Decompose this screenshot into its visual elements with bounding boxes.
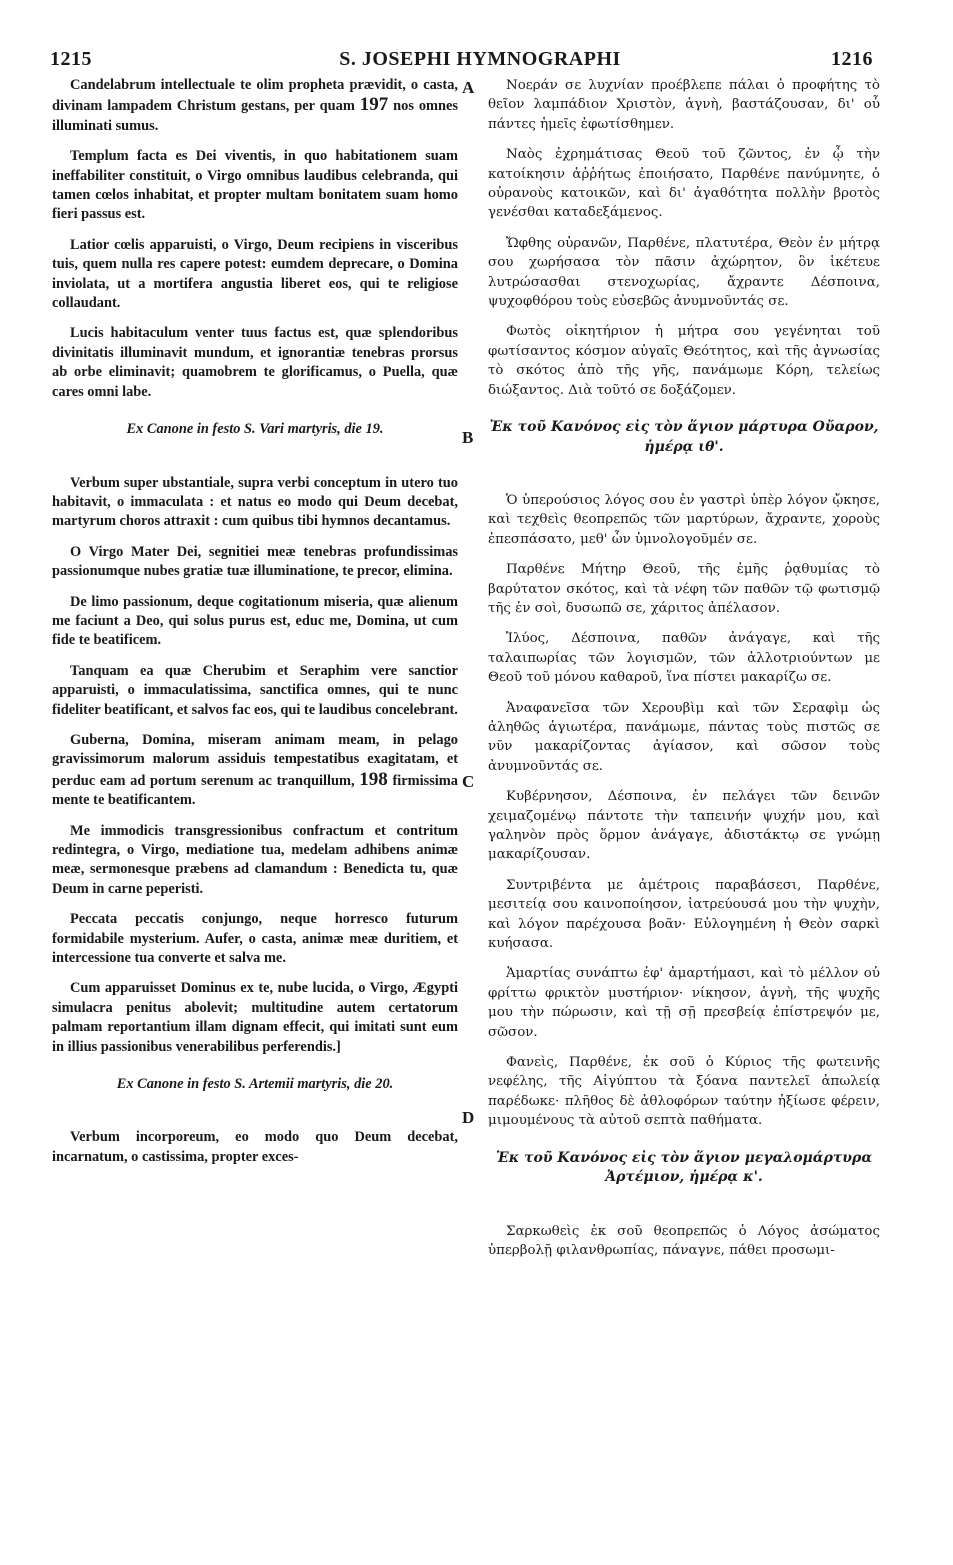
left-page-number: 1215 [50,48,92,70]
margin-marker-d: D [462,1108,475,1127]
latin-paragraph: De limo passionum, deque cogitationum miseria, quæ alienum me faciunt a Deo, qui solus purus est, educ me, Domina, ut cum fide te beatificem. [52,593,458,649]
latin-text: firmissima mente te beatificantem. [52,772,458,809]
margin-marker-b: B [462,428,474,447]
greek-paragraph: Συντριβέντα με ἀμέτροις παραβάσεσι, Παρθένε, μεσιτείᾳ σου καινοποίησον, ἰατρεύουσά μου τὴν ψυχὴν, καὶ λόγον παρέχουσα βοᾶν· Εὐλογημένη ἡ Θεὸν σαρκὶ κυήσασα. [488,877,880,952]
greek-paragraph: Σαρκωθεὶς ἐκ σοῦ θεοπρεπῶς ὁ Λόγος ἀσώματος ὑπερβολῇ φιλανθρωπίας, πάναγνε, πάθει προσωμι- [488,1223,880,1258]
latin-paragraph: Verbum incorporeum, eo modo quo Deum decebat, incarnatum, o castissima, propter exces- [52,1129,458,1165]
migne-column-number: 197 [359,94,389,116]
latin-paragraph: Lucis habitaculum venter tuus factus est, quæ splendoribus divinitatis illuminavit mundum, et ignorantiæ tenebras prorsus ab orbe eliminavit; quamobrem te glorificamus, o Puella, quæ cares omni labe. [52,325,458,400]
greek-paragraph: Ναὸς ἐχρημάτισας Θεοῦ τοῦ ζῶντος, ἐν ᾧ τὴν κατοίκησιν ἀῤῥήτως ἐποιήσατο, Παρθένε πανύμνητε, ὁ οὐρανοὺς κατοικῶν, καὶ δι' ἀγαθότητα πολλὴν βροτὸς γενέσθαι καταδεξάμενος. [488,147,880,221]
section-heading: Ex Canone in festo S. Vari martyris, die 19. [126,421,384,438]
migne-column-number: 198 [359,768,388,790]
greek-paragraph: Νοεράν σε λυχνίαν προέβλεπε πάλαι ὁ προφήτης τὸ θεῖον λαμπάδιον Χριστὸν, ἁγνὴ, βαστάζουσαν, δι' οὗ πάντες ἡμεῖς ἐφωτίσθημεν. [488,78,880,132]
latin-column [52,76,458,1167]
section-heading: Ex Canone in festo S. Artemii martyris, die 20. [116,1076,394,1093]
latin-text: nos omnes illuminati sumus. [52,98,459,134]
latin-text: Guberna, Domina, miseram animam meam, in pelago gravissimorum malorum assiduis tempestatibus exagitatam, et perduc eam ad portum serenum ac tranquillum, [52,731,458,789]
latin-paragraph: O Virgo Mater Dei, segnitiei meæ tenebras profundissimas passionumque nubes gratiæ tuæ illuminatione, te precor, elimina. [52,543,458,580]
greek-paragraph: Παρθένε Μήτηρ Θεοῦ, τῆς ἐμῆς ῥᾳθυμίας τὸ βαρύτατον σκότος, καὶ τὰ νέφη τῶν παθῶν τῷ φωτισμῷ τῆς ἐν σοὶ, δυσωπῶ σε, χάριτος ἀπέλασον. [488,562,880,616]
greek-column [488,76,880,1260]
latin-paragraph: Templum facta es Dei viventis, in quo habitationem suam ineffabiliter constituit, o Virgo omnibus laudibus celebranda, qui tamen cœlos inhabitat, et propter multam bonitatem suam homo fieri passus est. [52,148,458,223]
latin-paragraph: Verbum super ubstantiale, supra verbi conceptum in utero tuo habitavit, o immaculata : et natus eo modo qui Deum decebat, martyrum choros attraxit : cum quibus tibi hymnos decantamus. [52,474,458,530]
latin-paragraph [52,731,458,811]
latin-paragraph: Latior cœlis apparuisti, o Virgo, Deum recipiens in visceribus tuis, quem nulla res capere potest: eumdem deprecare, o Domina inviolata, ut a mortifera angustia liberet eos, qui te religiose collaudant. [52,236,458,312]
greek-paragraph: Κυβέρνησον, Δέσποινα, ἐν πελάγει τῶν δεινῶν χειμαζομένῳ πάντοτε τὴν ταπεινήν ψυχήν μου, καὶ γαληνὸν πρὸς ὅρμον ἀνάγαγε, ἀδιστάκτῳ σε γνώμῃ μακαρίζουσαν. [488,789,880,863]
greek-paragraph: Φανεὶς, Παρθένε, ἐκ σοῦ ὁ Κύριος τῆς φωτεινῆς νεφέλης, τῆς Αἰγύπτου τὰ ξόανα παντελεῖ ἀπωλείᾳ παρέδωκε· πλῆθος δὲ ἀθλοφόρων ταύτην ἠξίωσε φέρειν, μιμουμένους τὰ αὐτοῦ σεπτὰ παθήματα. [488,1055,880,1129]
latin-paragraph: Tanquam ea quæ Cherubim et Seraphim vere sanctior apparuisti, o immaculatissima, sanctifica omnes, qui te nunc fideliter beatificant, et salvos fac eos, qui te laudibus concelebrant. [52,662,458,718]
running-title: S. JOSEPHI HYMNOGRAPHI [339,48,621,70]
latin-paragraph: Me immodicis transgressionibus confractum et contritum redintegra, o Virgo, mediatione tua, medelam adhibens animæ meæ, sermonesque præbens ad clamandum : Benedicta tu, quæ Deum in carne peperisti. [52,822,458,897]
latin-paragraph: Cum apparuisset Dominus ex te, nube lucida, o Virgo, Ægypti simulacra penitus abolevit; multitudine autem certatorum palmam reportantium illam dignam effecit, qui imitati sunt eum in illius passionibus venerabilibus perferendis.] [52,980,458,1055]
latin-paragraph [52,76,458,136]
margin-marker-a: A [462,78,475,97]
greek-paragraph: Ὁ ὑπερούσιος λόγος σου ἐν γαστρὶ ὑπὲρ λόγον ᾤκησε, καὶ τεχθεὶς θεοπρεπῶς τῶν μαρτύρων, ἄχραντε, χοροὺς ἐπεσπάσατο, μεθ' ὧν ὑμνολογοῦμέν σε. [488,492,880,547]
section-heading: Ἐκ τοῦ Κανόνος εἰς τὸν ἅγιον μάρτυρα Οὔαρον, ἡμέρᾳ ιθ'. [489,419,879,455]
greek-paragraph: Ἁμαρτίας συνάπτω ἐφ' ἁμαρτήμασι, καὶ τὸ μέλλον οὐ φρίττω φρικτὸν μυστήριον· νίκησον, ἁγνὴ, τῆς ψυχῆς μου τὴν πώρωσιν, καὶ τῇ σῇ πρεσβείᾳ ἐπίστρεψόν με, σῶσον. [488,966,880,1040]
greek-paragraph: Ἰλύος, Δέσποινα, παθῶν ἀνάγαγε, καὶ τῆς ταλαιπωρίας τῶν λογισμῶν, τῶν ἀλλοτριούντων με Θεοῦ τοῦ μόνου καθαροῦ, ἵνα πίστει μακαρίζω σε. [488,631,880,686]
latin-paragraph: Peccata peccatis conjungo, neque horresco futurum formidabile mysterium. Aufer, o casta, animæ meæ duritiem, et intercessione tua converte et salva me. [52,911,458,967]
section-heading: Ἐκ τοῦ Κανόνος εἰς τὸν ἅγιον μεγαλομάρτυρα Ἀρτέμιον, ἡμέρᾳ κ'. [495,1149,873,1186]
greek-paragraph: Ἀναφανεῖσα τῶν Χερουβὶμ καὶ τῶν Σεραφὶμ ὡς ἀληθῶς ἁγιωτέρα, πανάμωμε, πάντας τοὺς πιστῶς σε νῦν μακαρίζοντας ἁγίασον, καὶ σῶσον τοὺς ἀνυμνοῦντάς σε. [488,700,880,774]
greek-paragraph: Ὤφθης οὐρανῶν, Παρθένε, πλατυτέρα, Θεὸν ἐν μήτρᾳ σου χωρήσασα τὸν πᾶσιν ἀχώρητον, ὃν ἱκέτευε λυτρώσασθαι στενοχωρίας, ἄχραντε Δέσποινα, ψυχοφθόρου τοὺς εὐσεβῶς ἀνυμνοῦντάς σε. [488,235,880,310]
greek-paragraph: Φωτὸς οἰκητήριον ἡ μήτρα σου γεγένηται τοῦ φωτίσαντος κόσμον αὐγαῖς Θεότητος, καὶ τῆς ἀγνωσίας τὸ σκότος ἀπὸ τῆς γῆς, πανάμωμε Κόρη, τελείως διώξαντος. Διὰ τοῦτό σε δοξάζομεν. [488,324,880,398]
right-page-number: 1216 [831,48,873,70]
latin-text: Candelabrum intellectuale te olim propheta prævidit, o casta, divinam lampadem Christum gestans, per quam [52,77,458,115]
margin-marker-c: C [462,772,475,791]
